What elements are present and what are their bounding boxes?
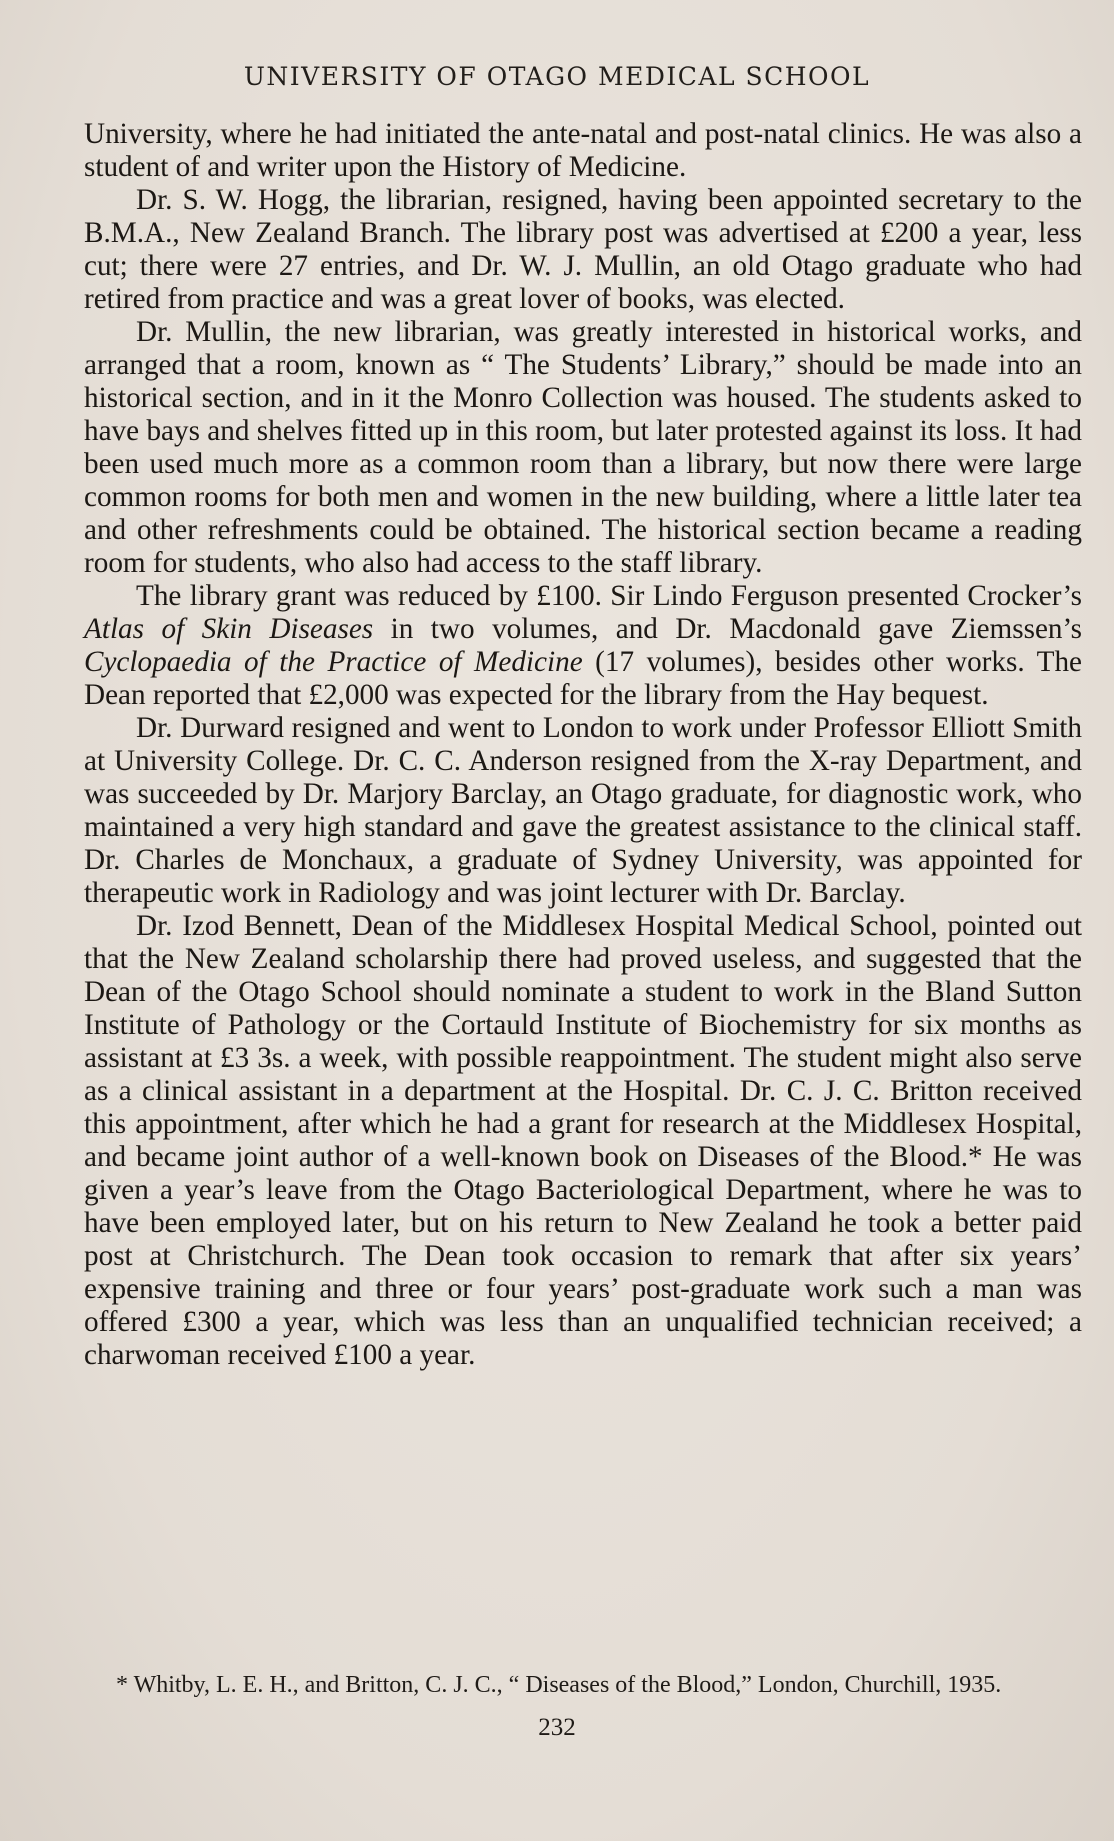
paragraph-1 (84, 118, 1082, 184)
text-run: Dr. Izod Bennett, Dean of the Middlesex Hospital Medical School, pointed out that the New Zealand scholarship there had proved useless, and suggested that the Dean of the Otago School should nominate a student to work in the Bland Sutton Institute of Pathology or the Cortauld Institute of Biochemistry for six months as assistant at £3 3s. a week, with possible reappointment. The student might also serve as a clinical assistant in a department at the Hospital. Dr. C. J. C. Britton received this appointment, after which he had a grant for research at the Middlesex Hospital, and became joint author of a well-known book on Diseases of the Blood.* He was given a year’s leave from the Otago Bacteriological Department, where he was to have been employed later, but on his return to New Zealand he took a better paid post at Christchurch. The Dean took occasion to remark that after six years’ expensive training and three or four years’ post-graduate work such a man was offered £300 a year, which was less than an unqualified technician received; a charwoman received £100 a year. (84, 910, 1082, 1371)
text-run: The library grant was reduced by £100. Sir Lindo Ferguson presented Crocker’s (136, 580, 1082, 612)
footnote (84, 1671, 1082, 1700)
text-run: Dr. Mullin, the new librarian, was greatly interested in historical works, and arranged that a room, known as “ The Students’ Library,” should be made into an historical section, and in it the Monro Collection was housed. The students asked to have bays and shelves fitted up in this room, but later protested against its loss. It had been used much more as a common room than a library, but now there were large common rooms for both men and women in the new building, where a little later tea and other refreshments could be obtained. The historical section became a reading room for students, who also had access to the staff library. (84, 316, 1082, 579)
text-run: Dr. S. W. Hogg, the librarian, resigned, having been appointed secretary to the B.M.A., New Zealand Branch. The library post was advertised at £200 a year, less cut; there were 27 entries, and Dr. W. J. Mullin, an old Otago graduate who had retired from practice and was a great lover of books, was elected. (84, 184, 1082, 315)
body-text (84, 118, 1082, 1372)
page-number: 232 (538, 1714, 576, 1741)
paragraph-2 (84, 184, 1082, 316)
footnote-text: * Whitby, L. E. H., and Britton, C. J. C., “ Diseases of the Blood,” London, Churchill, 1935. (116, 1672, 1002, 1698)
paragraph-5 (84, 712, 1082, 910)
text-run: Dr. Durward resigned and went to London to work under Professor Elliott Smith at University College. Dr. C. C. Anderson resigned from the X-ray Department, and was succeeded by Dr. Marjory Barclay, an Otago graduate, for diagnostic work, who maintained a very high standard and gave the greatest assistance to the clinical staff. Dr. Charles de Monchaux, a graduate of Sydney University, was appointed for therapeutic work in Radiology and was joint lecturer with Dr. Barclay. (84, 712, 1082, 909)
paragraph-4 (84, 580, 1082, 712)
text-run: (17 volumes), besides other works. The Dean reported that £2,000 was expected for the library from the Hay bequest. (84, 646, 1083, 711)
paragraph-3 (84, 316, 1082, 580)
paragraph-6 (84, 910, 1082, 1372)
text-run: University, where he had initiated the ante-natal and post-natal clinics. He was also a student of and writer upon the History of Medicine. (84, 118, 1082, 183)
book-title-cyclopaedia: Cyclopaedia of the Practice of Medicine (84, 646, 583, 678)
book-title-atlas: Atlas of Skin Diseases (84, 613, 374, 645)
text-run: in two volumes, and Dr. Macdonald gave Ziemssen’s (373, 613, 1082, 645)
running-header: UNIVERSITY OF OTAGO MEDICAL SCHOOL (243, 62, 871, 91)
